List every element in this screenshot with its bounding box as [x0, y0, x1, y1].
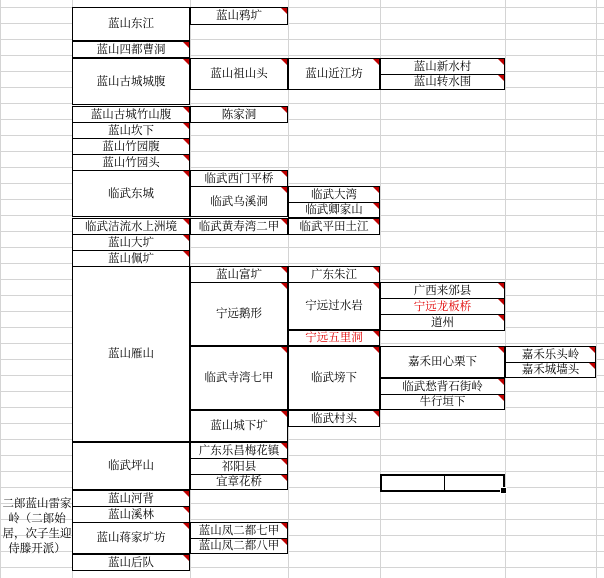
table-cell[interactable] — [288, 202, 380, 218]
cell-text: 临武寺湾七甲 — [204, 370, 274, 385]
comment-indicator-icon[interactable] — [281, 267, 287, 273]
cell-text: 广东乐昌梅花镇 — [198, 442, 280, 457]
comment-indicator-icon[interactable] — [498, 75, 504, 81]
comment-indicator-icon[interactable] — [183, 235, 189, 241]
table-cell[interactable] — [190, 106, 288, 123]
comment-indicator-icon[interactable] — [498, 283, 504, 289]
comment-indicator-icon[interactable] — [183, 555, 189, 561]
table-cell[interactable] — [190, 7, 288, 25]
selection-divider — [444, 476, 445, 490]
cell-text: 宜章花桥 — [216, 474, 262, 489]
table-cell[interactable] — [380, 298, 505, 315]
cell-text: 蓝山古城城腹 — [96, 73, 166, 88]
cell-text: 蓝山富圹 — [216, 266, 262, 281]
table-cell[interactable] — [72, 41, 190, 58]
table-cell[interactable] — [72, 170, 190, 217]
comment-indicator-icon[interactable] — [498, 379, 504, 385]
comment-indicator-icon[interactable] — [373, 283, 379, 289]
cell-text: 临武大湾 — [311, 186, 357, 201]
selected-cell-range[interactable] — [380, 474, 505, 492]
comment-indicator-icon[interactable] — [498, 315, 504, 321]
cell-text: 蓝山祖山头 — [210, 66, 268, 81]
comment-indicator-icon[interactable] — [183, 59, 189, 65]
comment-indicator-icon[interactable] — [183, 155, 189, 161]
table-cell[interactable] — [190, 346, 288, 410]
table-cell[interactable] — [72, 554, 190, 571]
cell-text: 临武乌溪洞 — [210, 193, 268, 208]
cell-text: 嘉禾城墙头 — [521, 362, 580, 377]
comment-indicator-icon[interactable] — [183, 107, 189, 113]
comment-indicator-icon[interactable] — [281, 283, 287, 289]
fill-handle[interactable] — [500, 487, 507, 494]
cell-text: 蓝山古城竹山腹 — [90, 106, 172, 121]
table-cell[interactable] — [190, 218, 288, 235]
comment-indicator-icon[interactable] — [183, 171, 189, 177]
comment-indicator-icon[interactable] — [373, 219, 379, 225]
cell-text: 蓝山鸦圹 — [216, 8, 262, 23]
comment-indicator-icon[interactable] — [281, 107, 287, 113]
table-cell[interactable] — [380, 346, 505, 378]
comment-indicator-icon[interactable] — [281, 459, 287, 465]
cell-text: 临武村头 — [311, 410, 357, 425]
cell-text: 临武洁流水上洲境 — [85, 218, 177, 233]
cell-text: 蓝山坎下 — [108, 122, 154, 137]
comment-indicator-icon[interactable] — [183, 491, 189, 497]
table-cell[interactable] — [190, 266, 288, 283]
cell-text: 临武愁背石街岭 — [402, 378, 483, 393]
comment-indicator-icon[interactable] — [183, 123, 189, 129]
cell-text: 宁远过水岩 — [305, 298, 363, 313]
comment-indicator-icon[interactable] — [373, 331, 379, 337]
cell-text: 宁远鹅形 — [216, 306, 262, 321]
cell-text: 祁阳县 — [221, 458, 257, 473]
comment-indicator-icon[interactable] — [281, 171, 287, 177]
comment-indicator-icon[interactable] — [373, 411, 379, 417]
cell-text: 蓝山转水围 — [413, 74, 472, 89]
comment-indicator-icon[interactable] — [498, 347, 504, 353]
cell-text: 宁远龙板桥 — [413, 298, 472, 313]
cell-text: 道州 — [431, 314, 454, 329]
cell-text: 蓝山新水村 — [413, 58, 472, 73]
table-cell[interactable] — [288, 346, 380, 410]
table-cell[interactable] — [72, 234, 190, 251]
cell-text: 蓝山近江坊 — [305, 66, 363, 81]
comment-indicator-icon[interactable] — [498, 59, 504, 65]
table-cell[interactable] — [288, 58, 380, 90]
comment-indicator-icon[interactable] — [281, 187, 287, 193]
comment-indicator-icon[interactable] — [183, 251, 189, 257]
cell-text: 临武东城 — [108, 185, 154, 200]
cell-text: 临武西门平桥 — [204, 170, 274, 185]
table-cell[interactable] — [190, 170, 288, 187]
comment-indicator-icon[interactable] — [281, 347, 287, 353]
table-cell[interactable] — [190, 442, 288, 459]
comment-indicator-icon[interactable] — [589, 347, 595, 353]
table-cell[interactable] — [72, 266, 190, 442]
table-cell[interactable] — [72, 138, 190, 155]
table-cell[interactable] — [288, 266, 380, 283]
table-cell[interactable] — [288, 330, 380, 346]
comment-indicator-icon[interactable] — [281, 8, 287, 14]
cell-text: 蓝山后队 — [108, 554, 154, 569]
cell-text: 临武卿家山 — [305, 202, 363, 217]
table-cell[interactable] — [72, 250, 190, 267]
table-cell[interactable] — [288, 186, 380, 203]
comment-indicator-icon[interactable] — [183, 507, 189, 513]
table-cell[interactable] — [72, 154, 190, 171]
comment-indicator-icon[interactable] — [373, 347, 379, 353]
comment-indicator-icon[interactable] — [281, 219, 287, 225]
table-cell[interactable] — [380, 378, 505, 395]
cell-text: 宁远五里洞 — [305, 330, 363, 345]
table-cell[interactable] — [72, 122, 190, 139]
cell-text: 蓝山竹园腹 — [102, 138, 160, 153]
comment-indicator-icon[interactable] — [281, 411, 287, 417]
table-cell[interactable] — [72, 506, 190, 523]
comment-indicator-icon[interactable] — [498, 299, 504, 305]
cell-text: 临武塝下 — [311, 370, 357, 385]
cell-text: 蓝山佩圹 — [108, 250, 154, 265]
cell-text: 蓝山雁山 — [108, 346, 154, 361]
table-cell[interactable] — [380, 282, 505, 299]
table-cell[interactable] — [190, 522, 288, 539]
cell-text: 蓝山四都曹洞 — [96, 41, 166, 56]
row-header-note: 二郎蓝山雷家岭（二郎始居，次子生迎侍滕开派） — [2, 496, 72, 555]
comment-indicator-icon[interactable] — [589, 363, 595, 369]
table-cell[interactable] — [190, 458, 288, 475]
comment-indicator-icon[interactable] — [373, 59, 379, 65]
table-cell[interactable] — [288, 410, 380, 427]
table-cell[interactable] — [72, 522, 190, 554]
comment-indicator-icon[interactable] — [183, 42, 189, 48]
table-cell[interactable] — [380, 74, 505, 90]
cell-text: 牛行垣下 — [419, 394, 466, 409]
cell-text: 蓝山蒋家圹坊 — [96, 530, 166, 545]
table-cell[interactable] — [190, 58, 288, 90]
comment-indicator-icon[interactable] — [373, 267, 379, 273]
comment-indicator-icon[interactable] — [281, 59, 287, 65]
cell-text: 嘉禾乐头岭 — [521, 346, 580, 361]
table-cell[interactable] — [190, 410, 288, 442]
cell-text: 蓝山河背 — [108, 490, 154, 505]
cell-text: 临武平田土江 — [299, 218, 369, 233]
comment-indicator-icon[interactable] — [183, 219, 189, 225]
table-cell[interactable] — [72, 490, 190, 507]
comment-indicator-icon[interactable] — [498, 395, 504, 401]
comment-indicator-icon[interactable] — [183, 523, 189, 529]
table-cell[interactable] — [72, 106, 190, 123]
table-cell[interactable] — [72, 218, 190, 235]
table-cell[interactable] — [288, 282, 380, 330]
table-cell[interactable] — [505, 362, 596, 378]
cell-text: 蓝山大圹 — [108, 234, 154, 249]
table-cell[interactable] — [380, 394, 505, 410]
table-cell[interactable] — [190, 186, 288, 217]
table-cell[interactable] — [72, 58, 190, 105]
cell-text: 蓝山东江 — [108, 16, 154, 31]
cell-text: 蓝山城下圹 — [210, 418, 268, 433]
cell-text: 广东朱江 — [311, 266, 357, 281]
table-cell[interactable] — [288, 218, 380, 235]
cell-text: 蓝山凤二都七甲 — [198, 522, 280, 537]
comment-indicator-icon[interactable] — [281, 523, 287, 529]
cell-text: 临武坪山 — [108, 458, 154, 473]
cell-text: 蓝山凤二都八甲 — [198, 538, 280, 553]
comment-indicator-icon[interactable] — [373, 203, 379, 209]
table-cell[interactable] — [72, 442, 190, 490]
cell-text: 嘉禾田心栗下 — [408, 354, 477, 369]
comment-indicator-icon[interactable] — [281, 475, 287, 481]
cell-text: 陈家洞 — [221, 106, 257, 121]
table-cell[interactable] — [505, 346, 596, 363]
table-cell[interactable] — [380, 58, 505, 75]
table-cell[interactable] — [190, 282, 288, 346]
comment-indicator-icon[interactable] — [281, 539, 287, 545]
cell-text: 临武黄寿湾二甲 — [198, 218, 280, 233]
comment-indicator-icon[interactable] — [183, 139, 189, 145]
comment-indicator-icon[interactable] — [281, 443, 287, 449]
cell-text: 广西来邠县 — [413, 282, 472, 297]
table-cell[interactable] — [190, 538, 288, 554]
table-cell[interactable] — [380, 314, 505, 331]
table-cell[interactable] — [190, 474, 288, 490]
comment-indicator-icon[interactable] — [373, 187, 379, 193]
cell-text: 蓝山溪林 — [108, 506, 154, 521]
table-cell[interactable] — [72, 7, 190, 41]
cell-text: 蓝山竹园头 — [102, 154, 160, 169]
